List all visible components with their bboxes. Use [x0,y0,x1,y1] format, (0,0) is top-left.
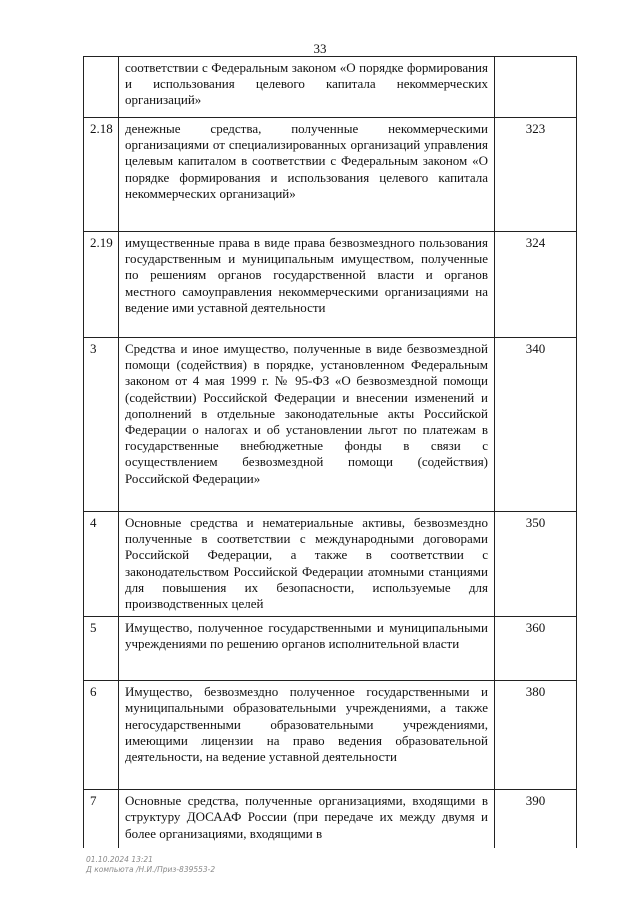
row-number: 5 [84,617,119,681]
row-code: 390 [495,790,577,848]
row-code: 324 [495,232,577,338]
row-number: 6 [84,681,119,790]
row-code: 350 [495,512,577,617]
data-table [83,56,577,848]
table-row [84,681,577,790]
row-code: 323 [495,118,577,232]
row-description: Основные средства, полученные организациями, входящими в структуру ДОСААФ России (при передаче их между двумя и более организациями, входящими в [119,790,495,848]
row-code [495,57,577,118]
row-number [84,57,119,118]
table-row [84,338,577,512]
row-description: соответствии с Федеральным законом «О порядке формирования и использования целевого капитала некоммерческих организаций» [119,57,495,118]
row-number: 4 [84,512,119,617]
row-code: 380 [495,681,577,790]
table-row [84,790,577,848]
row-code: 340 [495,338,577,512]
row-description: имущественные права в виде права безвозмездного пользования государственным и муниципальным имуществом, полученные по решениям органов государственной власти и органов местного самоуправления некоммерческими организациями на ведение ими уставной деятельности [119,232,495,338]
row-description: Имущество, безвозмездно полученное государственными и муниципальными образовательными учреждениями, а также негосударственными образовательными учреждениями, имеющими лицензии на право ведения образовательной деятельности, на ведение уставной деятельности [119,681,495,790]
row-number: 2.18 [84,118,119,232]
table-row [84,617,577,681]
row-number: 7 [84,790,119,848]
row-description: Имущество, полученное государственными и муниципальными учреждениями по решению органов исполнительной власти [119,617,495,681]
row-description: денежные средства, полученные некоммерческими организациями от специализированных организаций управления целевым капиталом в соответствии с Федеральным законом «О порядке формирования и использования целевого капитала некоммерческих организаций» [119,118,495,232]
table-row [84,512,577,617]
row-code: 360 [495,617,577,681]
table-row [84,57,577,118]
row-number: 3 [84,338,119,512]
row-description: Основные средства и нематериальные активы, безвозмездно полученные в соответствии с международными договорами Российской Федерации, а также в соответствии с законодательством Российской Федерации атомными станциями для повышения их безопасности, используемые для производственных целей [119,512,495,617]
row-description: Средства и иное имущество, полученные в виде безвозмездной помощи (содействия) в порядке, установленном Федеральным законом от 4 мая 1999 г. № 95-ФЗ «О безвозмездной помощи (содействии) Российской Федерации и внесении изменений и дополнений в отдельные законодательные акты Российской Федерации о налогах и об установлении льгот по платежам в государственные внебюджетные фонды в связи с осуществлением безвозмездной помощи (содействия) Российской Федерации» [119,338,495,512]
table-row [84,232,577,338]
table-row [84,118,577,232]
footer-date: 01.10.2024 13:21 [86,855,153,864]
page-number: 33 [313,41,327,56]
row-number: 2.19 [84,232,119,338]
footer-document-id: Д компьюта /Н.И./Приз-839553-2 [86,865,216,874]
